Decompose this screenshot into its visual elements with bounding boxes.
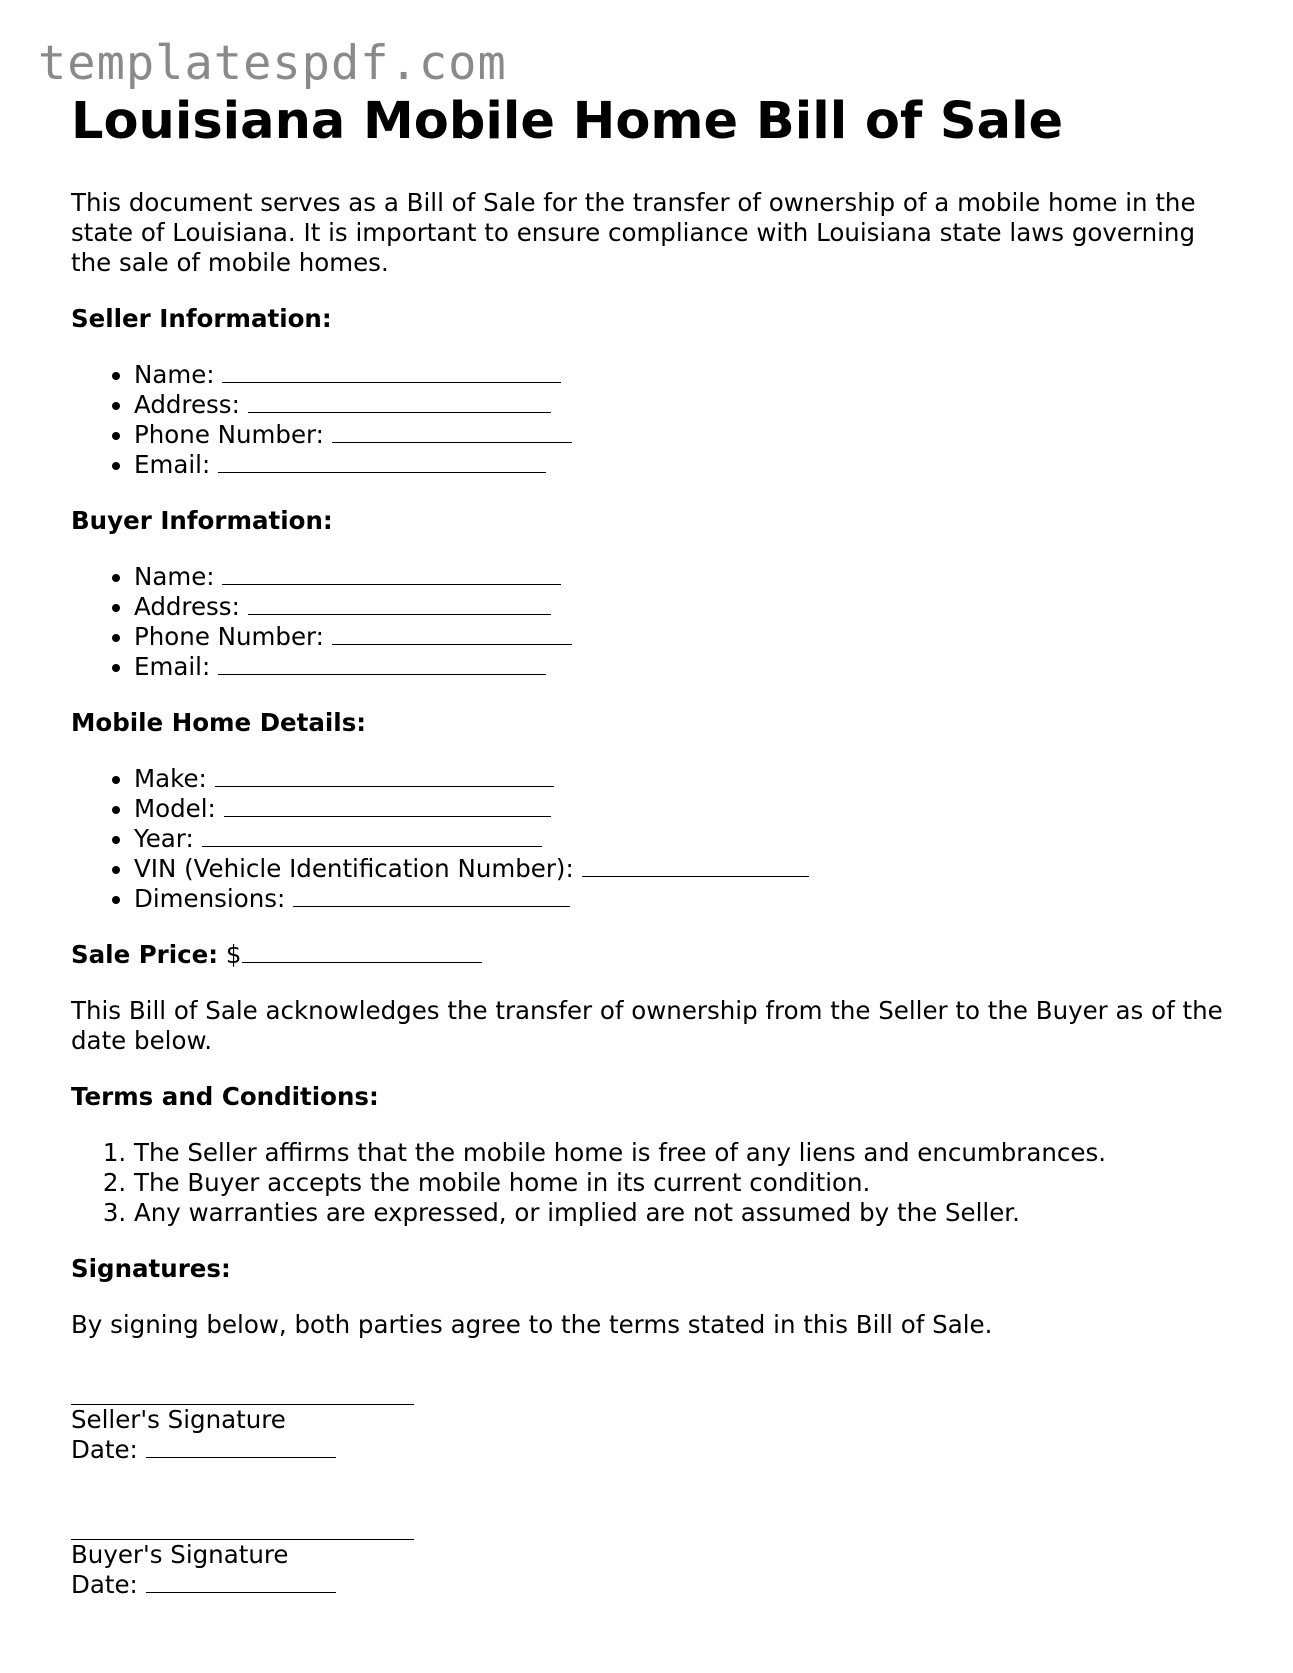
seller-signature-label: Seller's Signature [71,1405,286,1434]
home-details-heading: Mobile Home Details: [71,708,367,737]
buyer-signature-block [71,1517,1241,1600]
seller-signature-block [71,1382,1241,1465]
seller-phone-blank[interactable] [332,420,572,443]
home-dimensions-field: • Dimensions: [134,884,1241,914]
seller-email-blank[interactable] [218,450,546,473]
terms-item: 1. The Seller affirms that the mobile home is free of any liens and encumbrances. [134,1138,1241,1168]
terms-item: 2. The Buyer accepts the mobile home in its current condition. [134,1168,1241,1198]
terms-list [71,1138,1241,1228]
buyer-name-blank[interactable] [222,562,561,585]
home-make-field: • Make: [134,764,1241,794]
seller-address-field: • Address: [134,390,1241,420]
buyer-address-field: • Address: [134,592,1241,622]
seller-date-blank[interactable] [146,1435,336,1458]
home-year-blank[interactable] [202,824,542,847]
sale-price-line [71,940,1241,970]
buyer-email-field: • Email: [134,652,1241,682]
watermark: templatespdf.com [38,36,507,91]
buyer-heading: Buyer Information: [71,506,333,535]
seller-fields [71,360,1241,480]
buyer-date-blank[interactable] [146,1570,336,1593]
seller-name-field: • Name: [134,360,1241,390]
home-year-field: • Year: [134,824,1241,854]
document-body [71,92,1241,1600]
intro-paragraph: This document serves as a Bill of Sale for the transfer of ownership of a mobile home in the state of Louisiana. It is important to ensure compliance with Louisiana state laws governing the sale of mobile homes. [71,188,1196,277]
seller-phone-field: • Phone Number: [134,420,1241,450]
sale-price-label: Sale Price: [71,940,219,969]
terms-heading: Terms and Conditions: [71,1082,379,1111]
buyer-address-blank[interactable] [248,592,551,615]
seller-address-blank[interactable] [248,390,551,413]
home-dimensions-blank[interactable] [293,884,570,907]
buyer-date-field: Date: [71,1570,1241,1600]
terms-item: 3. Any warranties are expressed, or implied are not assumed by the Seller. [134,1198,1241,1228]
signatures-intro: By signing below, both parties agree to the terms stated in this Bill of Sale. [71,1310,993,1339]
document-title: Louisiana Mobile Home Bill of Sale [71,92,1064,151]
seller-email-field: • Email: [134,450,1241,480]
buyer-signature-line[interactable] [71,1517,414,1540]
seller-heading: Seller Information: [71,304,332,333]
seller-signature-line[interactable] [71,1382,414,1405]
home-details-fields [71,764,1241,914]
buyer-email-blank[interactable] [218,652,546,675]
sale-price-blank[interactable] [242,940,482,963]
buyer-name-field: • Name: [134,562,1241,592]
buyer-phone-field: • Phone Number: [134,622,1241,652]
buyer-fields [71,562,1241,682]
seller-date-field: Date: [71,1435,1241,1465]
signatures-heading: Signatures: [71,1254,231,1283]
buyer-signature-label: Buyer's Signature [71,1540,289,1569]
seller-name-blank[interactable] [222,360,561,383]
sale-price-currency: $ [225,940,242,969]
buyer-phone-blank[interactable] [332,622,572,645]
acknowledgement-paragraph: This Bill of Sale acknowledges the transfer of ownership from the Seller to the Buyer as of the date below. [71,996,1223,1055]
home-make-blank[interactable] [215,764,554,787]
home-vin-field: • VIN (Vehicle Identification Number): [134,854,1241,884]
home-vin-blank[interactable] [582,854,809,877]
home-model-blank[interactable] [224,794,551,817]
home-model-field: • Model: [134,794,1241,824]
